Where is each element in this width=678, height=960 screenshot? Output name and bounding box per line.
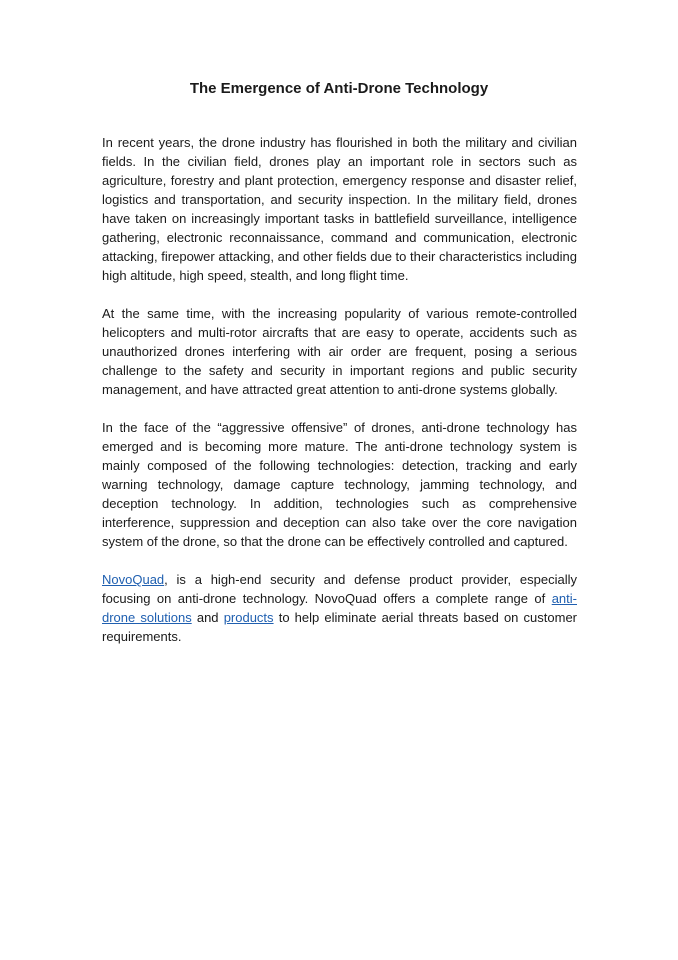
page-title: The Emergence of Anti-Drone Technology bbox=[189, 80, 489, 97]
paragraph-4-text-b: and bbox=[191, 610, 224, 625]
paragraph-4 bbox=[102, 570, 577, 646]
paragraph-1: In recent years, the drone industry has flourished in both the military and civilian fields. In the civilian field, drones play an important role in sectors such as agriculture, forestry and plant protection, emergency response and disaster relief, logistics and transportation, and security inspection. In the military field, drones have taken on increasingly important tasks in battlefield surveillance, intelligence gathering, electronic reconnaissance, command and communication, electronic attacking, firepower attacking, and other fields due to their characteristics including high altitude, high speed, stealth, and long flight time. bbox=[102, 135, 577, 283]
anti-drone-solutions-link[interactable]: anti-drone solutions bbox=[102, 591, 577, 625]
paragraph-4-text-a: , is a high-end security and defense product provider, especially focusing on anti-drone technology. NovoQuad offers a complete range of bbox=[102, 572, 577, 606]
paragraph-4-text-c: to help eliminate aerial threats based on customer requirements. bbox=[102, 610, 578, 644]
document-body bbox=[102, 133, 577, 665]
products-link[interactable]: products bbox=[223, 610, 274, 625]
paragraph-3: In the face of the “aggressive offensive” of drones, anti-drone technology has emerged and is becoming more mature. The anti-drone technology system is mainly composed of the following technologies: detection, tracking and early warning technology, damage capture technology, jamming technology, and deception technology. In addition, technologies such as comprehensive interference, suppression and deception can also take over the core navigation system of the drone, so that the drone can be effectively controlled and captured. bbox=[102, 420, 577, 549]
paragraph-2: At the same time, with the increasing popularity of various remote-controlled helicopters and multi-rotor aircrafts that are easy to operate, accidents such as unauthorized drones interfering with air order are frequent, posing a serious challenge to the safety and security in important regions and public security management, and have attracted great attention to anti-drone systems globally. bbox=[102, 306, 577, 397]
novoquad-link[interactable]: NovoQuad bbox=[102, 572, 165, 587]
